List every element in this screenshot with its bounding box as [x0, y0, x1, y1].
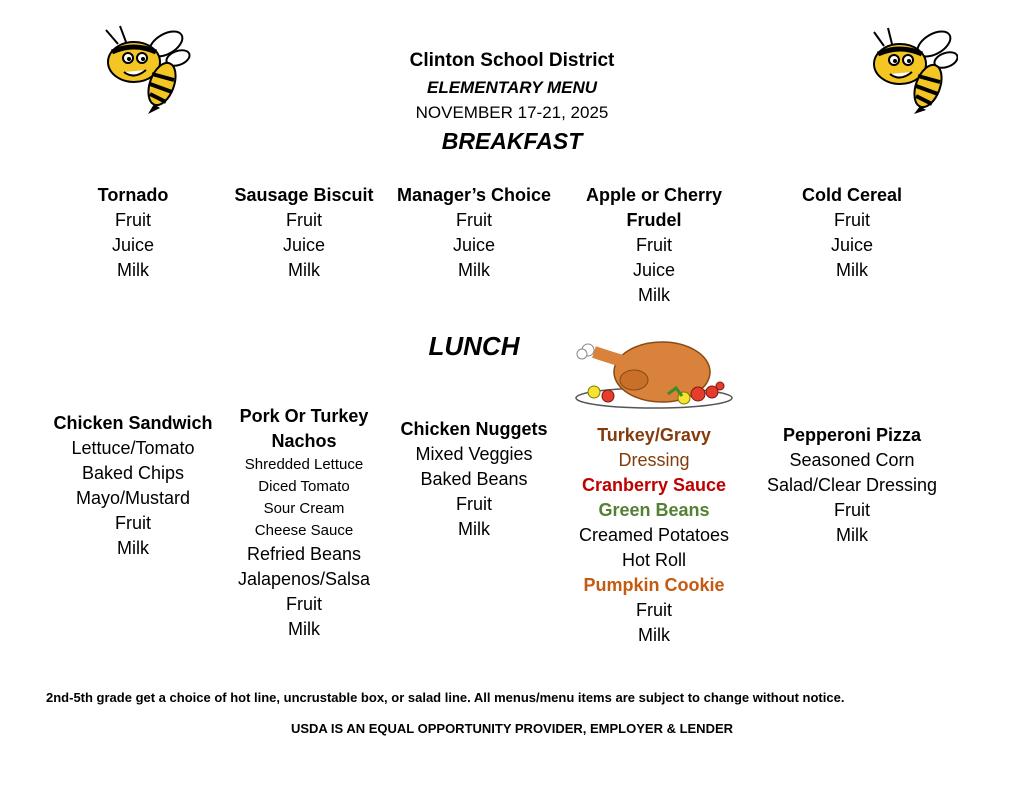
- menu-item: Fruit: [636, 600, 672, 620]
- topping-item: Cheese Sauce: [254, 522, 354, 539]
- breakfast-heading: BREAKFAST: [441, 128, 583, 154]
- menu-item: Fruit: [456, 210, 492, 230]
- breakfast-main-item: Apple or Cherry: [585, 185, 723, 205]
- menu-item: Fruit: [115, 513, 151, 533]
- menu-item: Jalapenos/Salsa: [237, 569, 371, 589]
- lunch-heading: LUNCH: [428, 331, 520, 361]
- breakfast-main-item: Sausage Biscuit: [234, 185, 374, 205]
- breakfast-day-3: [379, 183, 569, 283]
- menu-item: Milk: [458, 260, 490, 280]
- menu-item: Juice: [111, 235, 155, 255]
- usda-statement: USDA IS AN EQUAL OPPORTUNITY PROVIDER, EMPLOYER & LENDER: [290, 721, 734, 736]
- menu-item: Baked Chips: [81, 463, 185, 483]
- breakfast-main-item-line-2: Frudel: [626, 210, 682, 230]
- breakfast-day-4: [559, 183, 749, 308]
- menu-item: Fruit: [286, 210, 322, 230]
- menu-item: Refried Beans: [246, 544, 362, 564]
- menu-item: Creamed Potatoes: [578, 525, 730, 545]
- lunch-day-1: [38, 411, 228, 561]
- breakfast-day-1: [38, 183, 228, 283]
- breakfast-day-2: [209, 183, 399, 283]
- lunch-main-item: Chicken Nuggets: [400, 419, 548, 439]
- breakfast-main-item: Cold Cereal: [801, 185, 903, 205]
- lunch-day-3: [379, 417, 569, 542]
- menu-item: Fruit: [834, 500, 870, 520]
- lunch-day-4: [559, 423, 749, 648]
- menu-item: Milk: [836, 525, 868, 545]
- dressing-item: Dressing: [618, 450, 690, 470]
- topping-item: Shredded Lettuce: [244, 456, 364, 473]
- cranberry-sauce-item: Cranberry Sauce: [581, 475, 727, 495]
- menu-item: Milk: [836, 260, 868, 280]
- roast-turkey-icon: [572, 328, 734, 412]
- lunch-main-item: Chicken Sandwich: [53, 413, 213, 433]
- pumpkin-cookie-item: Pumpkin Cookie: [583, 575, 725, 595]
- topping-item: Sour Cream: [263, 500, 345, 517]
- topping-item: Diced Tomato: [258, 478, 350, 495]
- menu-item: Milk: [638, 285, 670, 305]
- menu-item: Fruit: [456, 494, 492, 514]
- yellow-jacket-mascot-icon: [96, 22, 192, 114]
- grade-choice-note: 2nd-5th grade get a choice of hot line, uncrustable box, or salad line. All menus/menu items are subject to change without notice.: [46, 690, 845, 705]
- lunch-day-2: [209, 404, 399, 642]
- green-beans-item: Green Beans: [598, 500, 710, 520]
- lunch-main-item: Turkey/Gravy: [597, 425, 711, 445]
- menu-item: Hot Roll: [621, 550, 687, 570]
- menu-item: Juice: [452, 235, 496, 255]
- menu-item: Mixed Veggies: [415, 444, 533, 464]
- menu-dates: NOVEMBER 17-21, 2025: [415, 103, 609, 122]
- menu-item: Seasoned Corn: [789, 450, 915, 470]
- breakfast-main-item: Tornado: [97, 185, 169, 205]
- breakfast-day-5: [757, 183, 947, 283]
- menu-item: Milk: [288, 619, 320, 639]
- lunch-main-item: Pork Or Turkey: [239, 406, 369, 426]
- lunch-main-item-line-2: Nachos: [271, 431, 337, 451]
- breakfast-main-item: Manager’s Choice: [396, 185, 552, 205]
- menu-subtitle: ELEMENTARY MENU: [426, 78, 598, 97]
- yellow-jacket-mascot-icon: [862, 22, 958, 114]
- menu-item: Milk: [117, 538, 149, 558]
- menu-item: Fruit: [834, 210, 870, 230]
- menu-item: Juice: [282, 235, 326, 255]
- menu-item: Juice: [830, 235, 874, 255]
- menu-item: Milk: [638, 625, 670, 645]
- lunch-main-item: Pepperoni Pizza: [782, 425, 922, 445]
- menu-item: Baked Beans: [420, 469, 528, 489]
- menu-item: Mayo/Mustard: [75, 488, 191, 508]
- menu-item: Salad/Clear Dressing: [766, 475, 938, 495]
- menu-item: Milk: [288, 260, 320, 280]
- menu-item: Lettuce/Tomato: [71, 438, 195, 458]
- lunch-day-5: [757, 423, 947, 548]
- menu-item: Juice: [632, 260, 676, 280]
- menu-item: Fruit: [115, 210, 151, 230]
- menu-item: Fruit: [286, 594, 322, 614]
- menu-item: Milk: [117, 260, 149, 280]
- menu-item: Fruit: [636, 235, 672, 255]
- district-title: Clinton School District: [409, 50, 615, 71]
- menu-item: Milk: [458, 519, 490, 539]
